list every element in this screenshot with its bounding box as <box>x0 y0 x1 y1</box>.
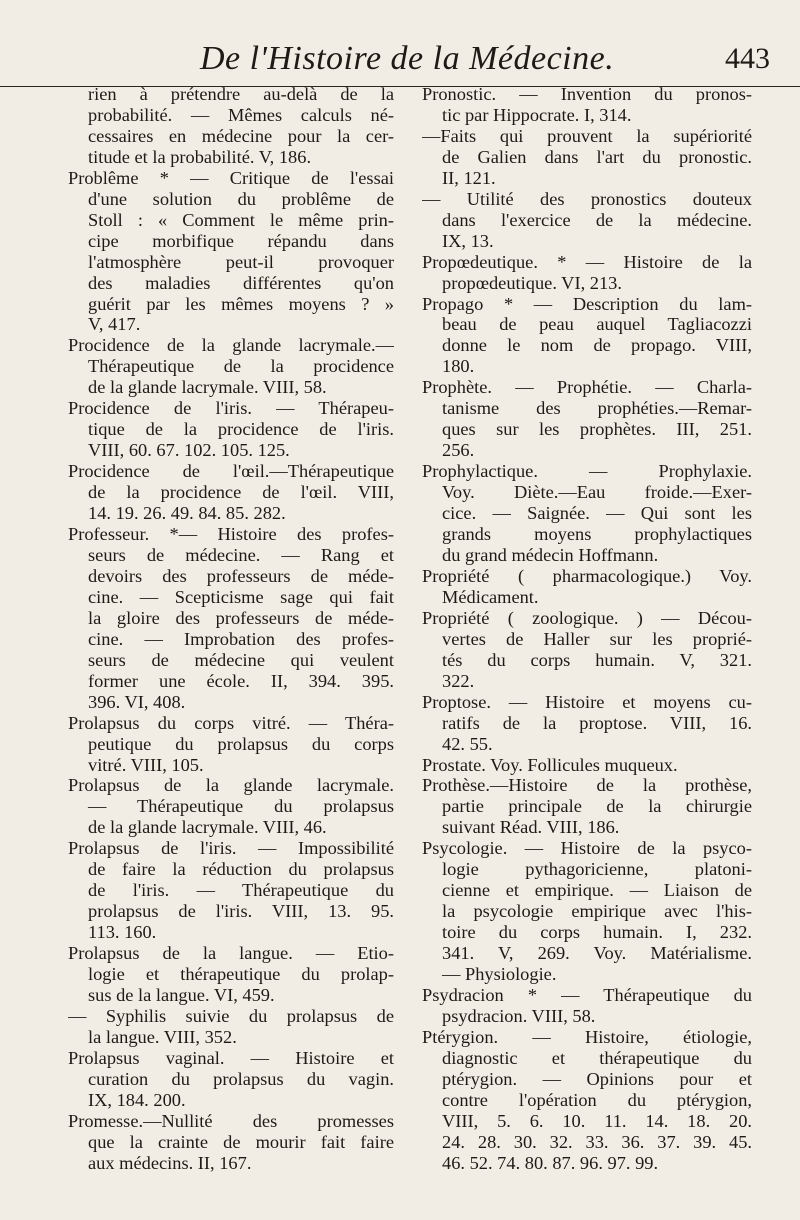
index-entry <box>68 524 394 713</box>
index-line: logie pythagoricienne, platoni- <box>442 859 752 880</box>
index-entry <box>422 775 752 838</box>
index-line: Propœdeutique. * — Histoire de la <box>422 251 752 272</box>
index-line: la gloire des professeurs de méde- <box>88 607 394 628</box>
index-line: — Syphilis suivie du prolapsus de <box>68 1005 394 1026</box>
index-line: former une école. II, 394. 395. <box>88 670 394 691</box>
index-line: Prophète. — Prophétie. — Charla- <box>422 377 752 398</box>
index-entry <box>422 84 752 126</box>
page-number: 443 <box>725 42 770 75</box>
index-line: Prophylactique. — Prophylaxie. <box>422 461 752 482</box>
index-line: 113. 160. <box>88 922 157 943</box>
index-line: Propriété ( pharmacologique.) Voy. <box>422 565 752 586</box>
index-line: IX, 184. 200. <box>88 1089 186 1110</box>
index-entry <box>422 755 752 776</box>
index-line: Professeur. *— Histoire des profes- <box>68 524 394 545</box>
index-line: donne le nom de propago. VIII, <box>442 335 752 356</box>
index-line: de faire la réduction du prolapsus <box>88 859 394 880</box>
index-line: Médicament. <box>442 586 539 607</box>
index-entry <box>422 692 752 755</box>
index-line: 256. <box>442 440 475 461</box>
index-line: VIII, 60. 67. 102. 105. 125. <box>88 440 290 461</box>
index-line: — Physiologie. <box>442 964 557 985</box>
index-line: peutique du prolapsus du corps <box>88 733 394 754</box>
index-line: cienne et empirique. — Liaison de <box>442 880 752 901</box>
index-entry <box>422 126 752 189</box>
index-line: Procidence de la glande lacrymale.— <box>68 335 394 356</box>
index-line: Promesse.—Nullité des promesses <box>68 1110 394 1131</box>
index-line: que la crainte de mourir fait faire <box>88 1131 394 1152</box>
index-line: partie principale de la chirurgie <box>442 796 752 817</box>
index-line: curation du prolapsus du vagin. <box>88 1068 394 1089</box>
index-line: 46. 52. 74. 80. 87. 96. 97. 99. <box>442 1152 659 1173</box>
index-entry <box>68 461 394 524</box>
index-entry <box>422 838 752 985</box>
index-line: cine. — Improbation des profes- <box>88 628 394 649</box>
index-line: 14. 19. 26. 49. 84. 85. 282. <box>88 503 286 524</box>
index-line: Thérapeutique de la procidence <box>88 356 394 377</box>
index-line: 396. VI, 408. <box>88 691 186 712</box>
index-line: 322. <box>442 670 475 691</box>
running-title: De l'Histoire de la Médecine. <box>200 40 615 77</box>
index-line: II, 121. <box>442 167 496 188</box>
index-line: Prothèse.—Histoire de la prothèse, <box>422 775 752 796</box>
index-line: suivant Réad. VIII, 186. <box>442 817 620 838</box>
index-line: devoirs des professeurs de méde- <box>88 565 394 586</box>
index-line: de l'iris. — Thérapeutique du <box>88 880 394 901</box>
index-entry <box>68 1048 394 1111</box>
left-column <box>68 84 394 1174</box>
index-line: cine. — Scepticisme sage qui fait <box>88 586 394 607</box>
index-line: de la glande lacrymale. VIII, 58. <box>88 377 327 398</box>
index-line: aux médecins. II, 167. <box>88 1152 252 1173</box>
right-column <box>422 84 752 1174</box>
index-line: Proptose. — Histoire et moyens cu- <box>422 691 752 712</box>
index-entry <box>422 461 752 566</box>
index-line: la psycologie empirique avec l'his- <box>442 901 752 922</box>
index-line: Psydracion * — Thérapeutique du <box>422 984 752 1005</box>
index-line: Prolapsus de la glande lacrymale. <box>68 775 394 796</box>
index-line: Prostate. Voy. Follicules muqueux. <box>422 754 678 775</box>
index-line: du grand médecin Hoffmann. <box>442 544 659 565</box>
index-line: 42. 55. <box>442 733 493 754</box>
index-entry <box>68 335 394 398</box>
index-line: VIII, 5. 6. 10. 11. 14. 18. 20. <box>442 1110 752 1131</box>
index-entry <box>68 838 394 943</box>
index-entry-continuation <box>68 84 394 168</box>
index-line: de la glande lacrymale. VIII, 46. <box>88 817 327 838</box>
index-line: Ptérygion. — Histoire, étiologie, <box>422 1026 752 1047</box>
index-line: cipe morbifique répandu dans <box>88 230 394 251</box>
index-line: grands moyens prophylactiques <box>442 524 752 545</box>
index-line: logie et thérapeutique du prolap- <box>88 964 394 985</box>
index-line: l'atmosphère peut-il provoquer <box>88 251 394 272</box>
index-line: Propago * — Description du lam- <box>422 293 752 314</box>
index-line: ques sur les prophètes. III, 251. <box>442 419 752 440</box>
index-line: seurs de médecine qui veulent <box>88 649 394 670</box>
index-line: Procidence de l'œil.—Thérapeutique <box>68 461 394 482</box>
index-line: dans l'exercice de la médecine. <box>442 209 752 230</box>
index-entry <box>422 294 752 378</box>
index-line: rien à prétendre au-delà de la <box>88 84 394 104</box>
index-entry <box>422 252 752 294</box>
index-line: toire du corps humain. I, 232. <box>442 922 752 943</box>
index-line: Problême * — Critique de l'essai <box>68 167 394 188</box>
index-entry <box>422 566 752 608</box>
index-line: vitré. VIII, 105. <box>88 754 204 775</box>
index-line: diagnostic et thérapeutique du <box>442 1047 752 1068</box>
index-entry <box>68 943 394 1006</box>
index-line: prolapsus de l'iris. VIII, 13. 95. <box>88 901 394 922</box>
index-line: beau de peau auquel Tagliacozzi <box>442 314 752 335</box>
index-line: 24. 28. 30. 32. 33. 36. 37. 39. 45. <box>442 1131 752 1152</box>
index-line: Propriété ( zoologique. ) — Décou- <box>422 607 752 628</box>
index-line: IX, 13. <box>442 230 494 251</box>
index-entry <box>68 1111 394 1174</box>
index-line: Pronostic. — Invention du pronos- <box>422 84 752 104</box>
index-line: propœdeutique. VI, 213. <box>442 272 622 293</box>
index-line: Prolapsus vaginal. — Histoire et <box>68 1047 394 1068</box>
index-line: de Galien dans l'art du pronostic. <box>442 146 752 167</box>
index-line: Procidence de l'iris. — Thérapeu- <box>68 398 394 419</box>
index-line: Stoll : « Comment le même prin- <box>88 209 394 230</box>
index-line: ptérygion. — Opinions pour et <box>442 1068 752 1089</box>
index-line: Prolapsus de la langue. — Etio- <box>68 943 394 964</box>
index-entry <box>68 398 394 461</box>
index-line: cice. — Saignée. — Qui sont les <box>442 503 752 524</box>
index-line: sus de la langue. VI, 459. <box>88 984 275 1005</box>
index-entry <box>422 985 752 1027</box>
index-line: d'une solution du problême de <box>88 188 394 209</box>
index-line: psydracion. VIII, 58. <box>442 1005 596 1026</box>
index-line: 341. V, 269. Voy. Matérialisme. <box>442 943 752 964</box>
index-line: la langue. VIII, 352. <box>88 1026 237 1047</box>
index-entry <box>68 168 394 336</box>
index-line: tés du corps humain. V, 321. <box>442 649 752 670</box>
index-entry <box>68 1006 394 1048</box>
index-line: de la procidence de l'œil. VIII, <box>88 482 394 503</box>
index-line: Voy. Diète.—Eau froide.—Exer- <box>442 482 752 503</box>
index-line: guérit par les mêmes moyens ? » <box>88 293 394 314</box>
index-line: —Faits qui prouvent la supériorité <box>422 125 752 146</box>
index-line: des maladies différentes qu'on <box>88 272 394 293</box>
running-header <box>0 36 800 87</box>
index-line: seurs de médecine. — Rang et <box>88 544 394 565</box>
index-line: contre l'opération du ptérygion, <box>442 1089 752 1110</box>
index-line: titude et la probabilité. V, 186. <box>88 146 312 167</box>
index-line: 180. <box>442 356 475 377</box>
index-line: tanisme des prophéties.—Remar- <box>442 398 752 419</box>
index-entry <box>422 189 752 252</box>
index-line: cessaires en médecine pour la cer- <box>88 125 394 146</box>
index-line: Prolapsus du corps vitré. — Théra- <box>68 712 394 733</box>
index-line: Psycologie. — Histoire de la psyco- <box>422 838 752 859</box>
index-line: tic par Hippocrate. I, 314. <box>442 104 632 125</box>
index-entry <box>422 1027 752 1174</box>
index-entry <box>422 377 752 461</box>
index-line: — Thérapeutique du prolapsus <box>88 796 394 817</box>
index-line: V, 417. <box>88 314 141 335</box>
index-line: ratifs de la proptose. VIII, 16. <box>442 712 752 733</box>
index-line: — Utilité des pronostics douteux <box>422 188 752 209</box>
index-line: tique de la procidence de l'iris. <box>88 419 394 440</box>
index-entry <box>68 713 394 776</box>
index-line: probabilité. — Mêmes calculs né- <box>88 104 394 125</box>
index-line: Prolapsus de l'iris. — Impossibilité <box>68 838 394 859</box>
index-entry <box>68 775 394 838</box>
index-line: vertes de Haller sur les proprié- <box>442 628 752 649</box>
index-entry <box>422 608 752 692</box>
